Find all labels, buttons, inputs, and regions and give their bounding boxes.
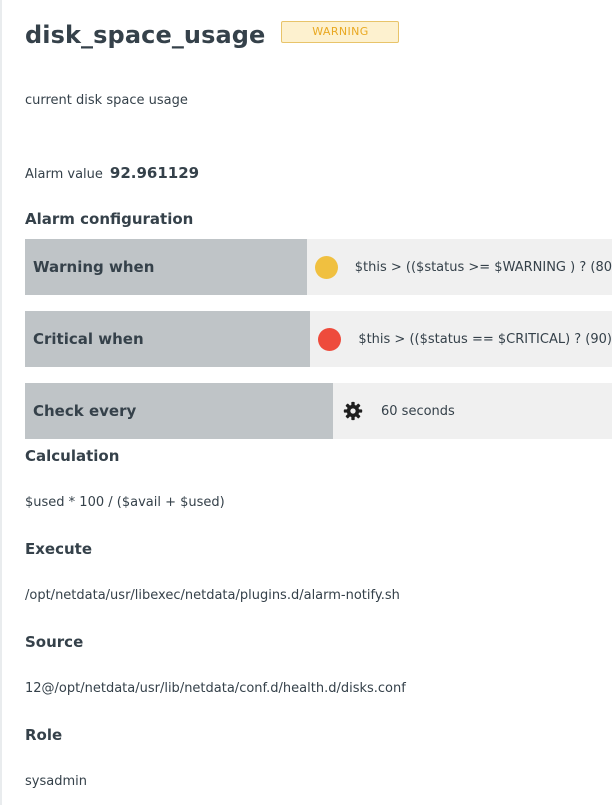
role-value: sysadmin [25, 774, 87, 789]
source-value: 12@/opt/netdata/usr/lib/netdata/conf.d/health.d/disks.conf [25, 681, 406, 696]
alarm-title: disk_space_usage [25, 21, 266, 49]
config-row-check-every [25, 383, 612, 439]
alarm-configuration-heading: Alarm configuration [25, 210, 194, 228]
alarm-value-label: Alarm value [25, 167, 103, 182]
panel-left-edge [0, 0, 2, 805]
warning-dot-icon [315, 256, 338, 279]
source-heading: Source [25, 633, 84, 651]
config-label-critical: Critical when [25, 311, 310, 367]
config-value-check-every [333, 383, 612, 439]
execute-value: /opt/netdata/usr/libexec/netdata/plugins.d/alarm-notify.sh [25, 588, 400, 603]
config-row-warning [25, 239, 612, 295]
config-label-warning: Warning when [25, 239, 307, 295]
alarm-value-row [25, 164, 199, 182]
alarm-description: current disk space usage [25, 93, 188, 108]
execute-heading: Execute [25, 540, 93, 558]
warning-expression: $this > (($status >= $WARNING ) ? (80 [354, 259, 612, 275]
status-badge: WARNING [281, 21, 399, 43]
critical-expression: $this > (($status == $CRITICAL) ? (90) [358, 331, 612, 347]
critical-dot-icon [318, 328, 341, 351]
role-heading: Role [25, 726, 63, 744]
alarm-header [25, 18, 399, 52]
calculation-heading: Calculation [25, 447, 120, 465]
calculation-value: $used * 100 / ($avail + $used) [25, 495, 225, 510]
check-interval: 60 seconds [381, 403, 455, 419]
gear-icon [341, 400, 364, 423]
config-label-check-every: Check every [25, 383, 333, 439]
config-value-warning [307, 239, 612, 295]
alarm-value-number: 92.961129 [109, 164, 200, 182]
config-row-critical [25, 311, 612, 367]
config-value-critical [310, 311, 612, 367]
